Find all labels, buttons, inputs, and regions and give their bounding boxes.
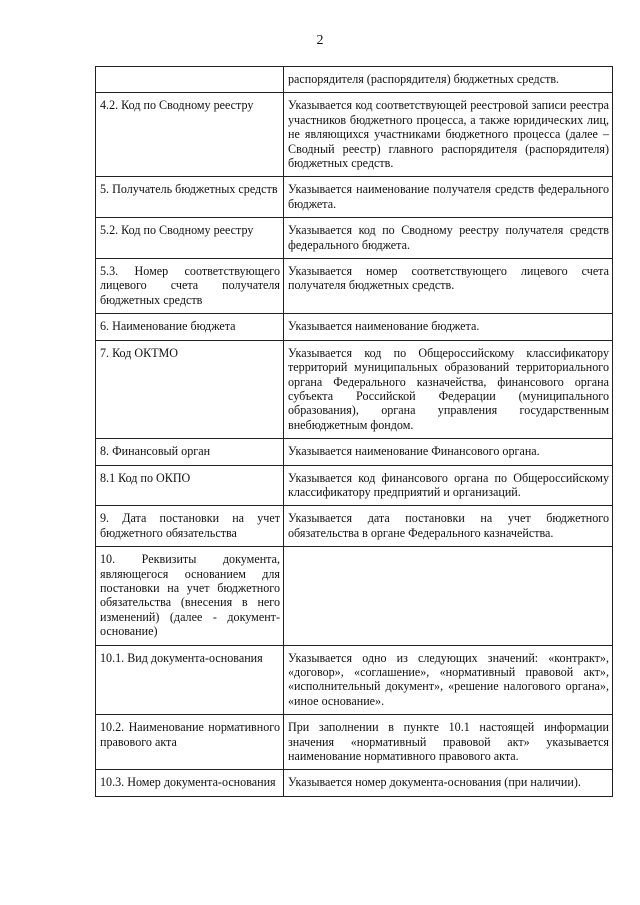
field-name-cell: 9. Дата постановки на учет бюджетного обязательства (96, 506, 284, 547)
table-row (96, 218, 613, 259)
field-name-cell: 4.2. Код по Сводному реестру (96, 93, 284, 177)
table-row (96, 93, 613, 177)
field-description-cell: Указывается код по Сводному реестру получателя средств федерального бюджета. (284, 218, 613, 259)
table-row (96, 177, 613, 218)
field-name-cell (96, 67, 284, 93)
table-row (96, 547, 613, 645)
table-row (96, 645, 613, 715)
field-name-cell: 7. Код ОКТМО (96, 340, 284, 438)
field-description-cell: Указывается наименование бюджета. (284, 314, 613, 340)
field-description-cell: Указывается наименование получателя средств федерального бюджета. (284, 177, 613, 218)
table-row (96, 506, 613, 547)
field-description-cell: Указывается наименование Финансового органа. (284, 439, 613, 465)
field-name-cell: 5. Получатель бюджетных средств (96, 177, 284, 218)
table-row (96, 259, 613, 314)
field-name-cell: 5.3. Номер соответствующего лицевого счета получателя бюджетных средств (96, 259, 284, 314)
field-description-cell: Указывается дата постановки на учет бюджетного обязательства в органе Федерального казначейства. (284, 506, 613, 547)
table-row (96, 67, 613, 93)
table-row (96, 770, 613, 796)
field-description-cell: Указывается номер документа-основания (при наличии). (284, 770, 613, 796)
table-row (96, 465, 613, 506)
field-name-cell: 10. Реквизиты документа, являющегося основанием для постановки на учет бюджетного обязательства (внесения в него изменений) (далее - документ-основание) (96, 547, 284, 645)
table-row (96, 439, 613, 465)
field-description-cell (284, 547, 613, 645)
field-name-cell: 10.2. Наименование нормативного правового акта (96, 715, 284, 770)
field-name-cell: 6. Наименование бюджета (96, 314, 284, 340)
field-name-cell: 10.1. Вид документа-основания (96, 645, 284, 715)
field-description-cell: Указывается код финансового органа по Общероссийскому классификатору предприятий и организаций. (284, 465, 613, 506)
table-row (96, 314, 613, 340)
field-description-cell: распорядителя (распорядителя) бюджетных средств. (284, 67, 613, 93)
field-description-cell: Указывается код по Общероссийскому классификатору территорий муниципальных образований территориального органа Федерального казначейства, финансового органа субъекта Российской Федерации (муниципального образования), органа управления государственным внебюджетным фондом. (284, 340, 613, 438)
field-name-cell: 10.3. Номер документа-основания (96, 770, 284, 796)
field-description-cell: Указывается код соответствующей реестровой записи реестра участников бюджетного процесса, а также юридических лиц, не являющихся участниками бюджетного процесса (далее – Сводный реестр) главного распорядителя (распорядителя) бюджетных средств. (284, 93, 613, 177)
requisites-table (95, 66, 613, 797)
table-row (96, 715, 613, 770)
field-name-cell: 8.1 Код по ОКПО (96, 465, 284, 506)
field-name-cell: 8. Финансовый орган (96, 439, 284, 465)
page-number: 2 (316, 33, 324, 48)
field-description-cell: Указывается одно из следующих значений: «контракт», «договор», «соглашение», «нормативный правовой акт», «исполнительный документ», «решение налогового органа», «иное основание». (284, 645, 613, 715)
field-description-cell: При заполнении в пункте 10.1 настоящей информации значения «нормативный правовой акт» указывается наименование нормативного правового акта. (284, 715, 613, 770)
table-row (96, 340, 613, 438)
field-description-cell: Указывается номер соответствующего лицевого счета получателя бюджетных средств. (284, 259, 613, 314)
field-name-cell: 5.2. Код по Сводному реестру (96, 218, 284, 259)
